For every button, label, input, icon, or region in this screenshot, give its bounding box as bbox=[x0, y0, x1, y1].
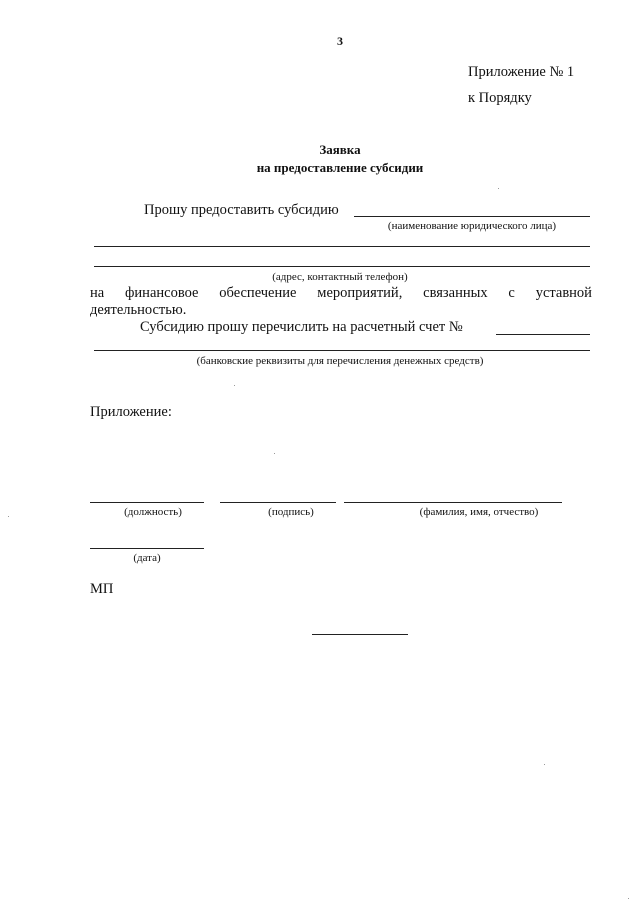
position-line bbox=[90, 502, 204, 503]
purpose-word: финансовое bbox=[125, 285, 199, 301]
scan-speck bbox=[274, 453, 275, 454]
purpose-word: на bbox=[90, 285, 105, 301]
entity-caption: (наименование юридического лица) bbox=[387, 220, 557, 232]
signature-line bbox=[220, 502, 336, 503]
purpose-line-2: деятельностью. bbox=[90, 302, 187, 318]
closing-separator bbox=[312, 634, 408, 635]
entity-name-line bbox=[354, 216, 590, 217]
date-caption: (дата) bbox=[133, 552, 161, 564]
address-caption: (адрес, контактный телефон) bbox=[272, 271, 408, 283]
bank-caption: (банковские реквизиты для перечисления денежных средств) bbox=[196, 355, 484, 367]
full-name-line bbox=[344, 502, 562, 503]
purpose-word: с bbox=[508, 285, 515, 301]
attachment-label: Приложение: bbox=[90, 404, 172, 420]
address-line-1 bbox=[94, 246, 590, 247]
request-text: Прошу предоставить субсидию bbox=[144, 202, 339, 218]
document-subtitle: на предоставление субсидии bbox=[256, 160, 424, 175]
purpose-line bbox=[90, 285, 592, 302]
address-line-2 bbox=[94, 266, 590, 267]
scan-speck bbox=[498, 188, 499, 189]
date-line bbox=[90, 548, 204, 549]
scan-speck bbox=[544, 764, 545, 765]
scan-speck bbox=[8, 516, 9, 517]
purpose-word: обеспечение bbox=[219, 285, 297, 301]
full-name-caption: (фамилия, имя, отчество) bbox=[419, 506, 539, 518]
appendix-number: Приложение № 1 bbox=[468, 64, 575, 80]
position-caption: (должность) bbox=[124, 506, 182, 518]
bank-details-line bbox=[94, 350, 590, 351]
appendix-order: к Порядку bbox=[468, 90, 532, 106]
signature-caption: (подпись) bbox=[268, 506, 314, 518]
purpose-word: связанных bbox=[423, 285, 488, 301]
account-number-line bbox=[496, 334, 590, 335]
purpose-word: уставной bbox=[535, 285, 592, 301]
scan-speck bbox=[628, 898, 629, 899]
scan-speck bbox=[234, 385, 235, 386]
transfer-text: Субсидию прошу перечислить на расчетный счет № bbox=[140, 319, 463, 335]
page-number: 3 bbox=[337, 34, 343, 48]
purpose-word: мероприятий, bbox=[317, 285, 403, 301]
stamp-label: МП bbox=[90, 581, 114, 597]
document-title: Заявка bbox=[319, 142, 361, 157]
